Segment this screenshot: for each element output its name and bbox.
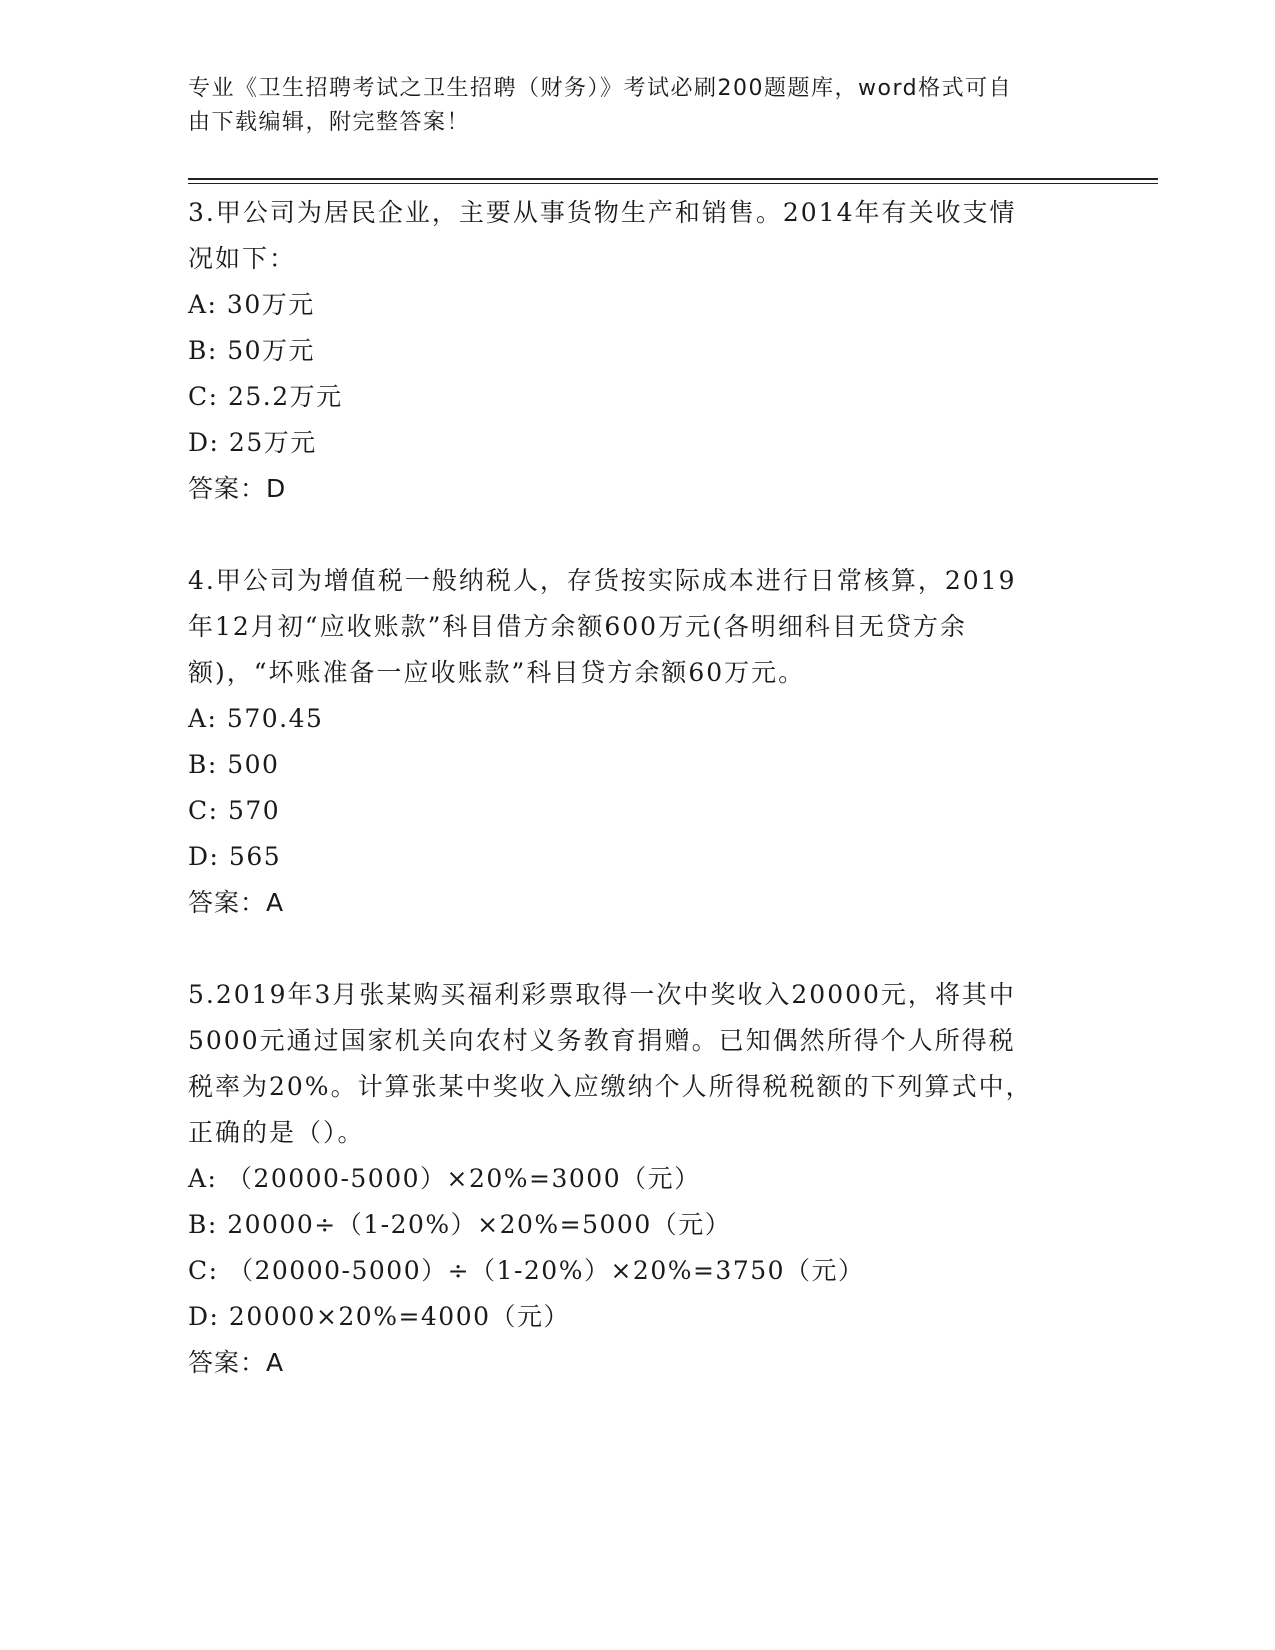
option-d: D: 25万元 — [188, 428, 317, 457]
option-c: C: （20000-5000）÷（1-20%）×20%=3750（元） — [188, 1256, 865, 1285]
option-d: D: 20000×20%=4000（元） — [188, 1302, 571, 1331]
option-a: A: 570.45 — [188, 704, 324, 733]
option-b: B: 500 — [188, 750, 280, 779]
question-stem-line: 额)，“坏账准备一应收账款”科目贷方余额60万元。 — [188, 658, 806, 687]
option-b: B: 50万元 — [188, 336, 316, 365]
answer-label: 答案：A — [188, 1348, 285, 1377]
question-stem-line: 税率为20%。计算张某中奖收入应缴纳个人所得税税额的下列算式中， — [188, 1072, 1033, 1101]
question-stem-line: 4.甲公司为增值税一般纳税人，存货按实际成本进行日常核算，2019 — [188, 566, 1017, 595]
document-header — [188, 72, 1068, 140]
header-line-1: 专业《卫生招聘考试之卫生招聘（财务）》考试必刷200题题库，word格式可自 — [188, 76, 1013, 101]
option-d: D: 565 — [188, 842, 282, 871]
question-stem-line: 况如下： — [188, 244, 297, 273]
question-stem-line: 正确的是（）。 — [188, 1118, 365, 1147]
header-divider-thin — [188, 183, 1158, 184]
option-b: B: 20000÷（1-20%）×20%=5000（元） — [188, 1210, 732, 1239]
question-stem-line: 3.甲公司为居民企业，主要从事货物生产和销售。2014年有关收支情 — [188, 198, 1017, 227]
answer-label: 答案：A — [188, 888, 285, 917]
question-3 — [188, 190, 1068, 512]
question-5 — [188, 972, 1068, 1386]
option-a: A: 30万元 — [188, 290, 315, 319]
header-divider-thick — [188, 178, 1158, 180]
question-stem-line: 年12月初“应收账款”科目借方余额600万元(各明细科目无贷方余 — [188, 612, 967, 641]
header-line-2: 由下载编辑，附完整答案！ — [188, 110, 471, 135]
option-a: A: （20000-5000）×20%=3000（元） — [188, 1164, 701, 1193]
option-c: C: 570 — [188, 796, 281, 825]
question-stem-line: 5.2019年3月张某购买福利彩票取得一次中奖收入20000元，将其中 — [188, 980, 1016, 1009]
question-4 — [188, 558, 1068, 926]
answer-label: 答案：D — [188, 474, 287, 503]
option-c: C: 25.2万元 — [188, 382, 343, 411]
question-stem-line: 5000元通过国家机关向农村义务教育捐赠。已知偶然所得个人所得税 — [188, 1026, 1016, 1055]
